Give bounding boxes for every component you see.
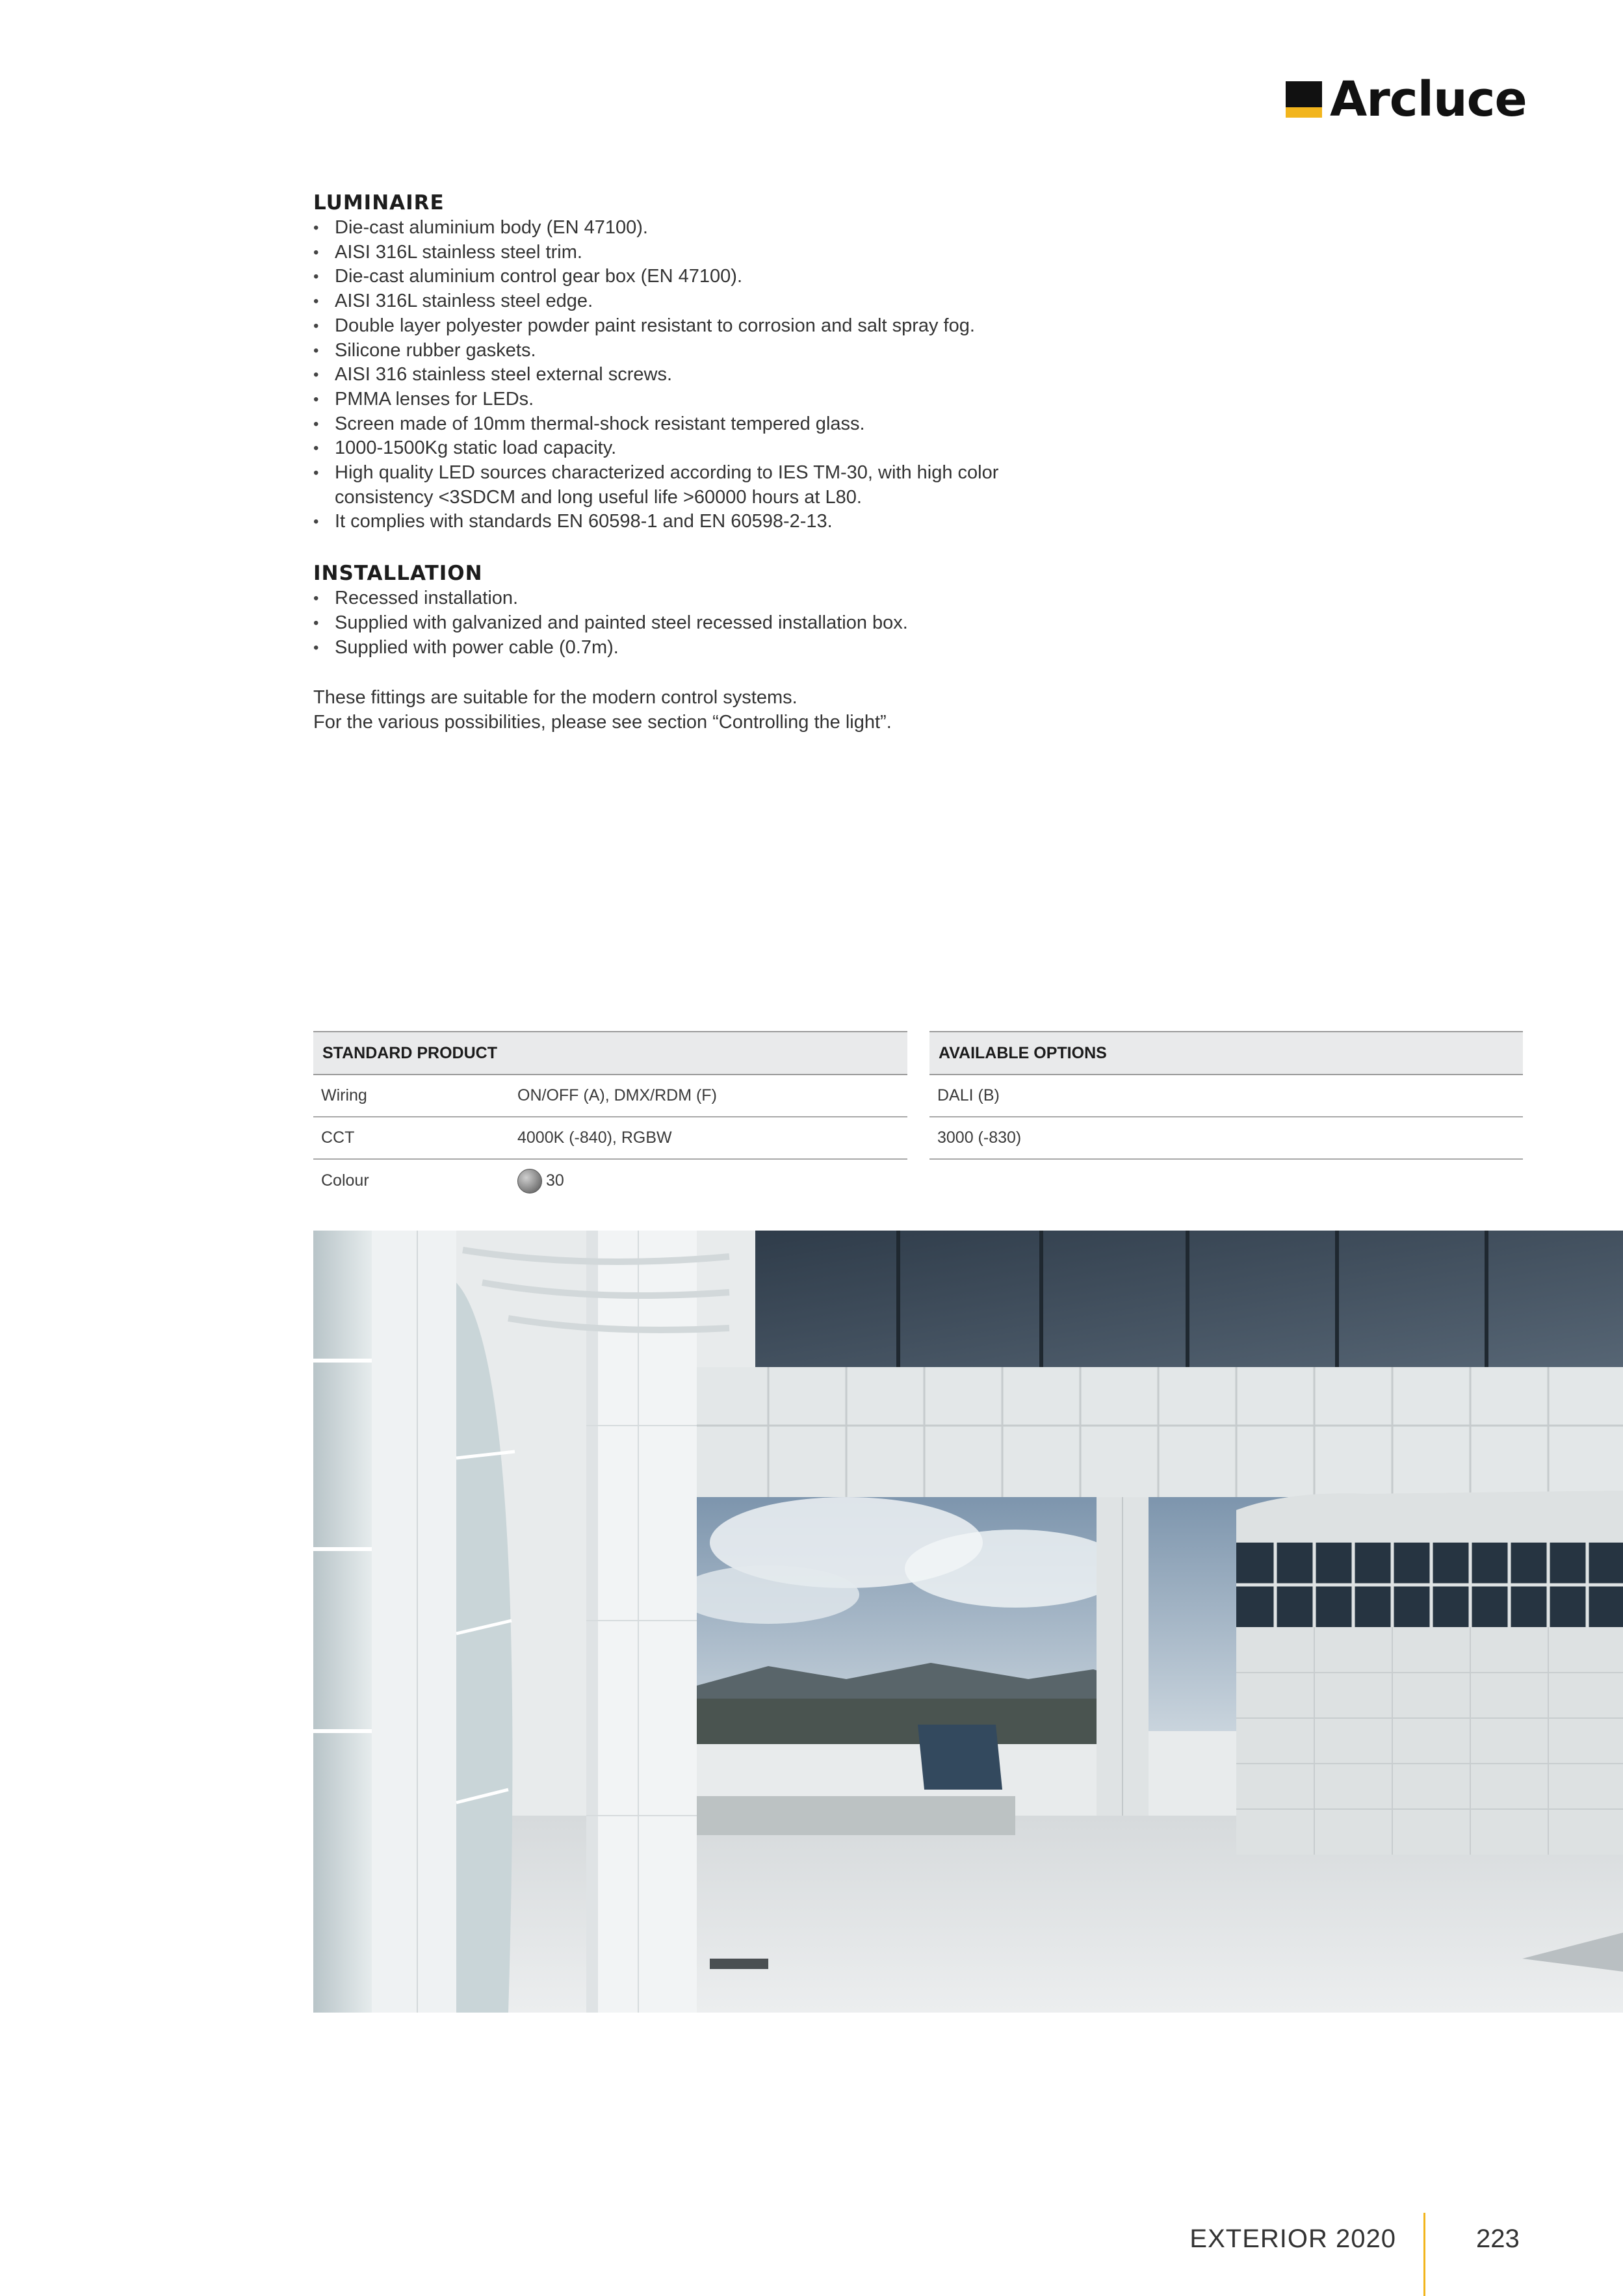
row-value <box>517 1169 564 1194</box>
table-row <box>313 1117 907 1160</box>
list-item: • Recessed installation. <box>313 586 1093 611</box>
row-label: CCT <box>321 1128 355 1147</box>
list-item: • AISI 316L stainless steel edge. <box>313 289 1093 314</box>
building-illustration <box>313 1231 1623 2013</box>
list-item: • 1000-1500Kg static load capacity. <box>313 436 1093 461</box>
list-item: • Supplied with power cable (0.7m). <box>313 636 1093 660</box>
list-item: • Silicone rubber gaskets. <box>313 339 1093 363</box>
standard-product-table <box>313 1031 907 1202</box>
available-options-header: AVAILABLE OPTIONS <box>929 1031 1523 1075</box>
spec-text <box>313 190 1093 735</box>
control-note-2: For the various possibilities, please see section “Controlling the light”. <box>313 711 892 733</box>
luminaire-title: LUMINAIRE <box>313 191 445 215</box>
list-item: • High quality LED sources characterized according to IES TM-30, with high color consistency <3SDCM and long useful life >60000 hours at L80. <box>313 461 1048 510</box>
table-row <box>929 1117 1523 1160</box>
list-item: • AISI 316 stainless steel external screws. <box>313 363 1093 387</box>
luminaire-list <box>313 216 1093 534</box>
colour-code: 30 <box>546 1171 564 1190</box>
row-value: DALI (B) <box>937 1086 1000 1104</box>
row-value: 3000 (-830) <box>937 1128 1022 1147</box>
list-item: • It complies with standards EN 60598-1 and EN 60598-2-13. <box>313 510 1093 534</box>
list-item: • Die-cast aluminium body (EN 47100). <box>313 216 1093 241</box>
row-label: Colour <box>321 1171 369 1190</box>
table-row <box>929 1075 1523 1117</box>
list-item: • Double layer polyester powder paint resistant to corrosion and salt spray fog. <box>313 314 1093 339</box>
list-item: • Screen made of 10mm thermal-shock resistant tempered glass. <box>313 412 1093 437</box>
footer-divider <box>1423 2213 1425 2296</box>
list-item: • Supplied with galvanized and painted steel recessed installation box. <box>313 611 1093 636</box>
colour-swatch-icon <box>517 1169 542 1194</box>
list-item: • AISI 316L stainless steel trim. <box>313 241 1093 265</box>
arcluce-logo <box>1286 70 1527 129</box>
installation-list <box>313 586 1093 660</box>
logo-wordmark: Arcluce <box>1330 72 1527 127</box>
installation-title: INSTALLATION <box>313 562 483 586</box>
architecture-photo <box>313 1231 1623 2013</box>
page-number: 223 <box>1476 2224 1520 2253</box>
footer-section: EXTERIOR 2020 <box>1189 2224 1396 2253</box>
list-item: • Die-cast aluminium control gear box (EN 47100). <box>313 265 1093 289</box>
list-item: • PMMA lenses for LEDs. <box>313 387 1093 412</box>
standard-product-header: STANDARD PRODUCT <box>313 1031 907 1075</box>
row-value: ON/OFF (A), DMX/RDM (F) <box>517 1086 717 1104</box>
control-note-1: These fittings are suitable for the modern control systems. <box>313 687 798 709</box>
row-label: Wiring <box>321 1086 367 1104</box>
available-options-table <box>929 1031 1523 1160</box>
table-row <box>313 1160 907 1202</box>
logo-mark-icon <box>1286 81 1322 118</box>
table-row <box>313 1075 907 1117</box>
row-value: 4000K (-840), RGBW <box>517 1128 672 1147</box>
